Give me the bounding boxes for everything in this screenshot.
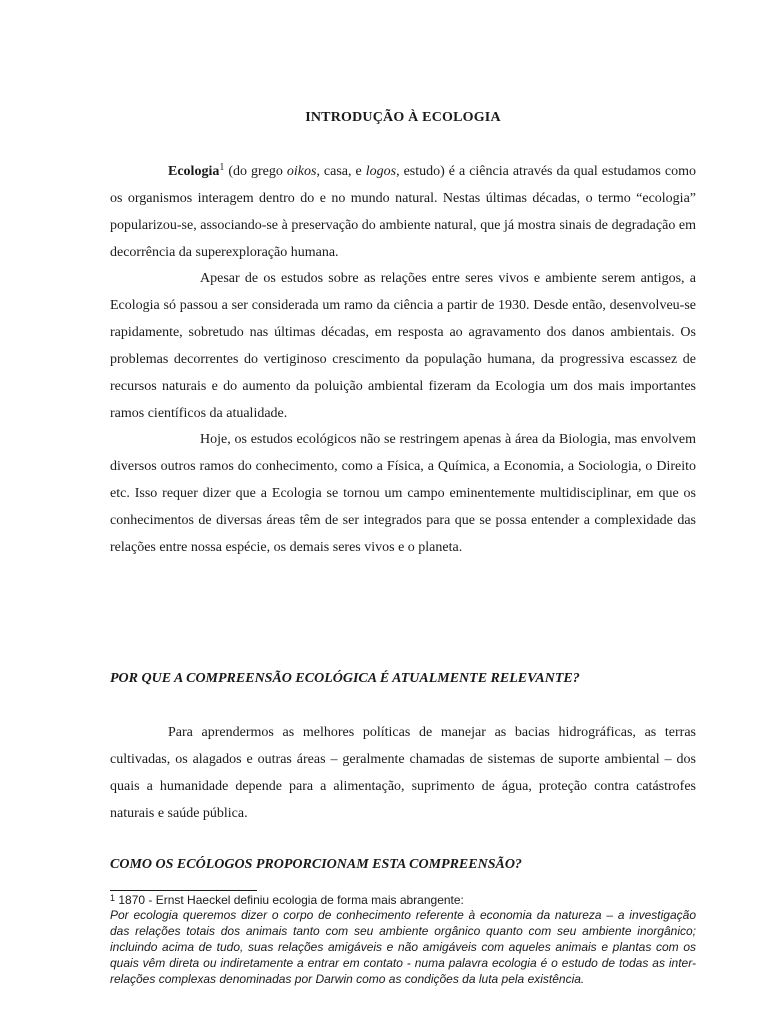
footnote-quote: Por ecologia queremos dizer o corpo de conhecimento referente à economia da natureza – a investigação das relações totais dos animais tanto com seu ambiente orgânico quanto com seu ambiente inorgânico; incluindo acima de tudo, suas relações amigáveis e não amigáveis com aqueles animais e plantas com os quais vêm direta ou indiretamente a entrar em contato - numa palavra ecologia é o estudo de todas as inter-relações complexas denominadas por Darwin como as condições da luta pela existência. [110, 908, 696, 986]
paragraph-text: , estudo) é a ciência através da qual estudamos como os organismos interagem dentro do e no mundo natural. Nestas últimas décadas, o termo “ecologia” popularizou-se, associando-se à preservação do ambiente natural, que já mostra sinais de degradação em decorrência da superexploração humana. [110, 164, 696, 260]
paragraph-relevance: Para aprendermos as melhores políticas de manejar as bacias hidrográficas, as terras cultivadas, os alagados e outras áreas – geralmente chamadas de sistemas de suporte ambiental – dos quais a humanidade depende para a alimentação, suprimento de água, proteção contra catástrofes naturais e saúde pública. [110, 725, 696, 821]
term-logos: logos [365, 164, 397, 179]
footnote-heading-text: 1870 - Ernst Haeckel definiu ecologia de forma mais abrangente: [115, 893, 464, 907]
paragraph-text: (do grego [224, 164, 287, 179]
document-title: INTRODUÇÃO À ECOLOGIA [305, 110, 501, 125]
paragraph-text: , casa, e [316, 164, 366, 179]
footnote-heading [110, 893, 696, 907]
term-oikos: oikos [286, 164, 317, 179]
footnote-number: 1 [110, 893, 116, 903]
paragraph-ecologia-definition [110, 158, 696, 266]
term-ecologia: Ecologia [168, 164, 220, 179]
paragraph-multidisciplinary: Hoje, os estudos ecológicos não se restringem apenas à área da Biologia, mas envolvem diversos outros ramos do conhecimento, como a Física, a Química, a Economia, a Sociologia, o Direito etc. Isso requer dizer que a Ecologia se tornou um campo eminentemente multidisciplinar, em que os conhecimentos de diversas áreas têm de ser integrados para que se possa entender a complexidade das relações entre nossa espécie, os demais seres vivos e o planeta. [110, 432, 696, 555]
paragraph-history: Apesar de os estudos sobre as relações entre seres vivos e ambiente serem antigos, a Ecologia só passou a ser considerada um ramo da ciência a partir de 1930. Desde então, desenvolveu-se rapidamente, sobretudo nas últimas décadas, em resposta ao agravamento dos danos ambientais. Os problemas decorrentes do vertiginoso crescimento da população humana, da progressiva escassez de recursos naturais e do aumento da poluição ambiental fizeram da Ecologia um dos mais importantes ramos científicos da atualidade. [110, 271, 696, 421]
section-heading-ecologists: COMO OS ECÓLOGOS PROPORCIONAM ESTA COMPREENSÃO? [110, 857, 522, 872]
footnote-separator [110, 890, 257, 891]
footnote-reference: 1 [219, 162, 225, 173]
section-heading-relevance: POR QUE A COMPREENSÃO ECOLÓGICA É ATUALMENTE RELEVANTE? [110, 671, 580, 686]
